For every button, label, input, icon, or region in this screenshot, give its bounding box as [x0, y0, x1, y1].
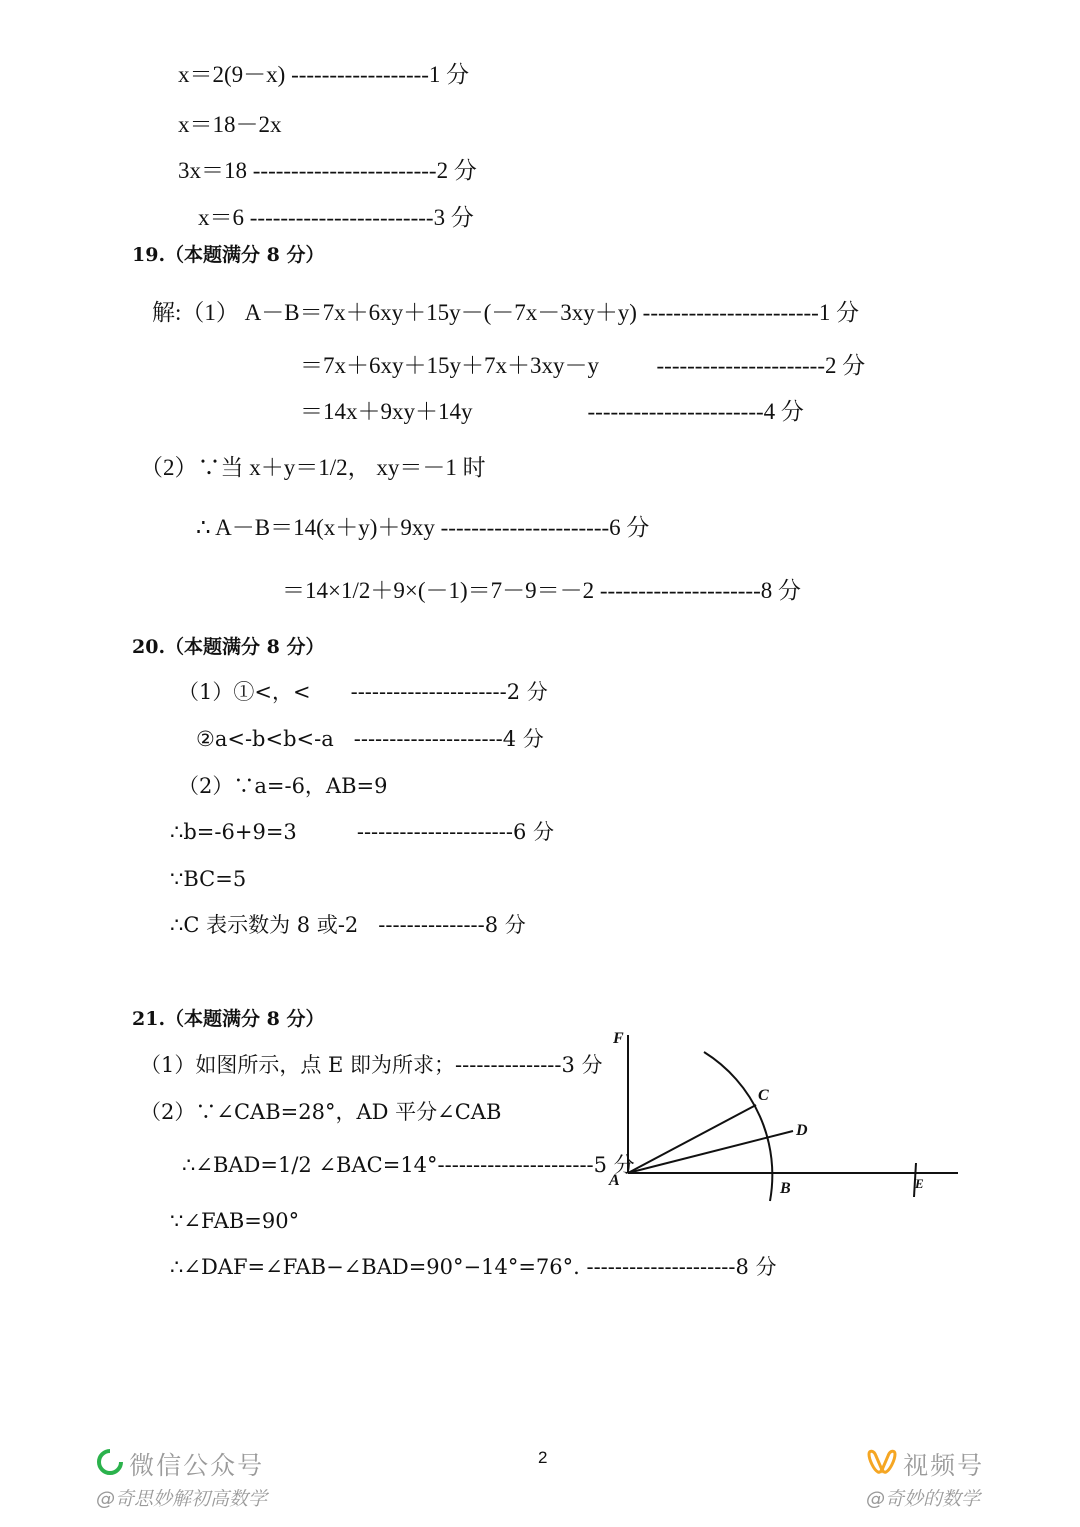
- q21-line-3: ∴∠BAD=1/2 ∠BAC=14°----------------------5 分: [182, 1153, 635, 1177]
- q18-line-4: x＝6 ------------------------3 分: [198, 205, 474, 230]
- label-d: D: [796, 1122, 808, 1139]
- q19-line-2: ＝7x＋6xy＋15y＋7x＋3xy－y ----------------------2 分: [300, 353, 866, 378]
- watermark-right-subtitle: @奇妙的数学: [866, 1488, 981, 1510]
- label-c: C: [758, 1087, 769, 1104]
- q20-line-4: ∴b=-6+9=3 ----------------------6 分: [170, 820, 554, 844]
- q18-line-2: x＝18－2x: [178, 112, 282, 137]
- label-b: B: [780, 1180, 791, 1197]
- label-a: A: [609, 1172, 620, 1189]
- wechat-logo-icon: [96, 1448, 124, 1480]
- channels-logo-icon: [866, 1448, 898, 1480]
- watermark-left: [96, 1446, 267, 1511]
- watermark-left-subtitle: @奇思妙解初高数学: [96, 1488, 268, 1510]
- q20-line-1: （1）①<，< ----------------------2 分: [178, 680, 548, 704]
- q21-line-1: （1）如图所示，点 E 即为所求；---------------3 分: [140, 1053, 603, 1077]
- label-e: E: [915, 1176, 924, 1191]
- q21-heading: 21.（本题满分 8 分）: [132, 1008, 325, 1030]
- watermark-right-title: 视频号: [903, 1451, 985, 1480]
- q20-line-6: ∴C 表示数为 8 或-2 ---------------8 分: [170, 913, 526, 937]
- q21-line-2: （2）∵∠CAB=28°，AD 平分∠CAB: [140, 1100, 502, 1124]
- watermark-right: [866, 1446, 984, 1511]
- q20-line-5: ∵BC=5: [170, 867, 247, 891]
- q19-line-3: ＝14x＋9xy＋14y -----------------------4 分: [300, 399, 804, 424]
- q19-heading: 19.（本题满分 8 分）: [132, 244, 325, 266]
- q21-line-4: ∵∠FAB=90°: [170, 1209, 300, 1233]
- page-number: 2: [538, 1448, 548, 1467]
- ray-ac: [628, 1105, 756, 1173]
- q19-line-5: ∴ A－B＝14(x＋y)＋9xy ----------------------6 分: [196, 515, 650, 540]
- q19-line-1: 解:（1） A－B＝7x＋6xy＋15y－(－7x－3xy＋y) -----------------------1 分: [152, 300, 860, 325]
- q19-line-4: （2）∵当 x＋y＝1/2， xy＝－1 时: [140, 455, 486, 480]
- q20-line-3: （2）∵a=-6，AB=9: [178, 774, 388, 798]
- q20-line-2: ②a<-b<b<-a ---------------------4 分: [196, 727, 544, 751]
- watermark-left-title: 微信公众号: [129, 1451, 265, 1480]
- q21-line-5: ∴∠DAF=∠FAB−∠BAD=90°−14°=76°. ---------------------8 分: [170, 1255, 777, 1279]
- q20-heading: 20.（本题满分 8 分）: [132, 636, 325, 658]
- q18-line-1: x＝2(9－x) ------------------1 分: [178, 62, 470, 87]
- label-f: F: [613, 1030, 624, 1047]
- q19-line-6: ＝14×1/2＋9×(－1)＝7－9＝－2 ---------------------8 分: [282, 578, 801, 603]
- q18-line-3: 3x＝18 ------------------------2 分: [178, 158, 477, 183]
- angle-construction-figure: [600, 1025, 970, 1215]
